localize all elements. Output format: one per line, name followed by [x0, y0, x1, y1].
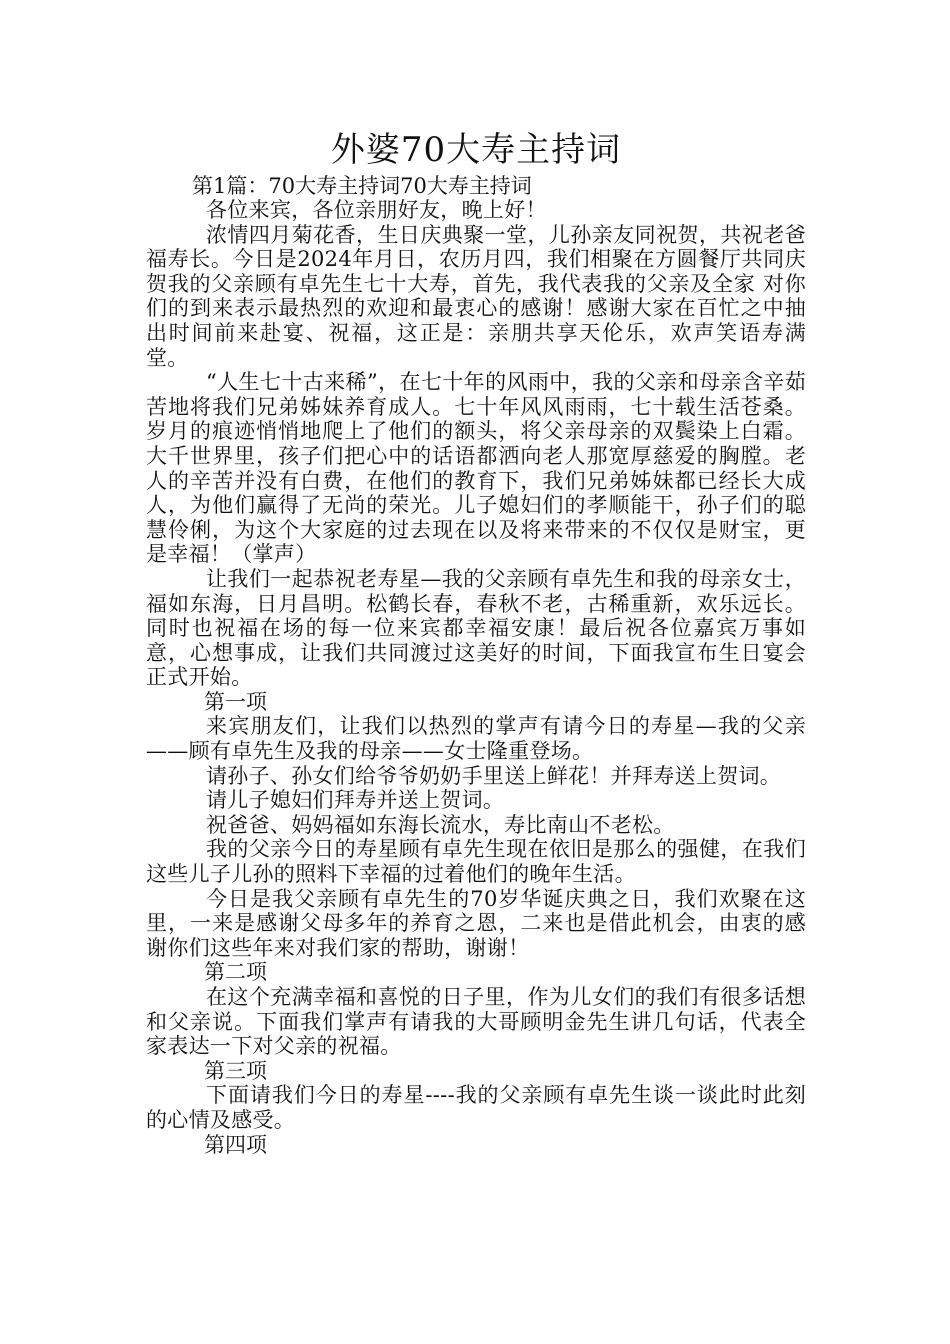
paragraph-grandchildren: 请孙子、孙女们给爷爷奶奶手里送上鲜花！并拜寿送上贺词。 — [206, 763, 782, 788]
paragraph-blessing: 让我们一起恭祝老寿星—我的父亲顾有卓先生和我的母亲女士，福如东海，日月昌明。松鹤长春，春秋不老，古稀重新，欢乐远长。同时也祝福在场的每一位来宾都幸福安康！最后祝各位嘉宾万事如意，心想事成，让我们共同渡过这美好的时间，下面我宣布生日宴会正式开始。 — [146, 566, 806, 690]
paragraph-wish: 祝爸爸、妈妈福如东海长流水，寿比南山不老松。 — [206, 812, 675, 837]
section-label-4: 第四项 — [204, 1132, 267, 1157]
paragraph-entrance: 来宾朋友们，让我们以热烈的掌声有请今日的寿星—我的父亲——顾有卓先生及我的母亲——女士隆重登场。 — [146, 714, 806, 764]
document-title: 外婆70大寿主持词 — [330, 130, 622, 170]
section-label-2: 第二项 — [204, 960, 267, 985]
document-page — [146, 128, 806, 1157]
section-label-3: 第三项 — [204, 1058, 267, 1083]
paragraph-thanks: 今日是我父亲顾有卓先生的70岁华诞庆典之日，我们欢聚在这里，一来是感谢父母多年的养育之恩，二来也是借此机会，由衷的感谢你们这些年来对我们家的帮助，谢谢！ — [146, 886, 806, 960]
document-subtitle: 第1篇：70大寿主持词70大寿主持词 — [192, 174, 532, 198]
paragraph-brother-speech: 在这个充满幸福和喜悦的日子里，作为儿女们的我们有很多话想和父亲说。下面我们掌声有请我的大哥顾明金先生讲几句话，代表全家表达一下对父亲的祝福。 — [146, 985, 806, 1059]
paragraph-life-seventy: “人生七十古来稀”，在七十年的风雨中，我的父亲和母亲含辛茹苦地将我们兄弟姊妹养育成人。七十年风风雨雨，七十载生活苍桑。岁月的痕迹悄悄地爬上了他们的额头，将父亲母亲的双鬓染上白霜。大千世界里，孩子们把心中的话语都洒向老人那宽厚慈爱的胸膛。老人的辛苦并没有白费，在他们的教育下，我们兄弟姊妹都已经长大成人，为他们赢得了无尚的荣光。儿子媳妇们的孝顺能干，孙子们的聪慧伶俐，为这个大家庭的过去现在以及将来带来的不仅仅是财宝，更是幸福！（掌声） — [146, 370, 806, 567]
paragraph-father-health: 我的父亲今日的寿星顾有卓先生现在依旧是那么的强健，在我们这些儿子儿孙的照料下幸福的过着他们的晚年生活。 — [146, 837, 806, 887]
paragraph-father-speech: 下面请我们今日的寿星----我的父亲顾有卓先生谈一谈此时此刻的心情及感受。 — [146, 1083, 806, 1132]
paragraph-greeting: 各位来宾，各位亲朋好友，晚上好！ — [206, 198, 547, 222]
paragraph-children: 请儿子媳妇们拜寿并送上贺词。 — [206, 788, 505, 813]
paragraph-opening: 浓情四月菊花香，生日庆典聚一堂，儿孙亲友同祝贺，共祝老爸福寿长。今日是2024年月日，农历月四，我们相聚在方圆餐厅共同庆贺我的父亲顾有卓先生七十大寿，首先，我代表我的父亲及全家 对你们的到来表示最热烈的欢迎和最衷心的感谢！感谢大家在百忙之中抽出时间前来赴宴、祝福，这正是：亲朋共享天伦乐，欢声笑语寿满堂。 — [146, 222, 806, 370]
section-label-1: 第一项 — [204, 689, 267, 714]
